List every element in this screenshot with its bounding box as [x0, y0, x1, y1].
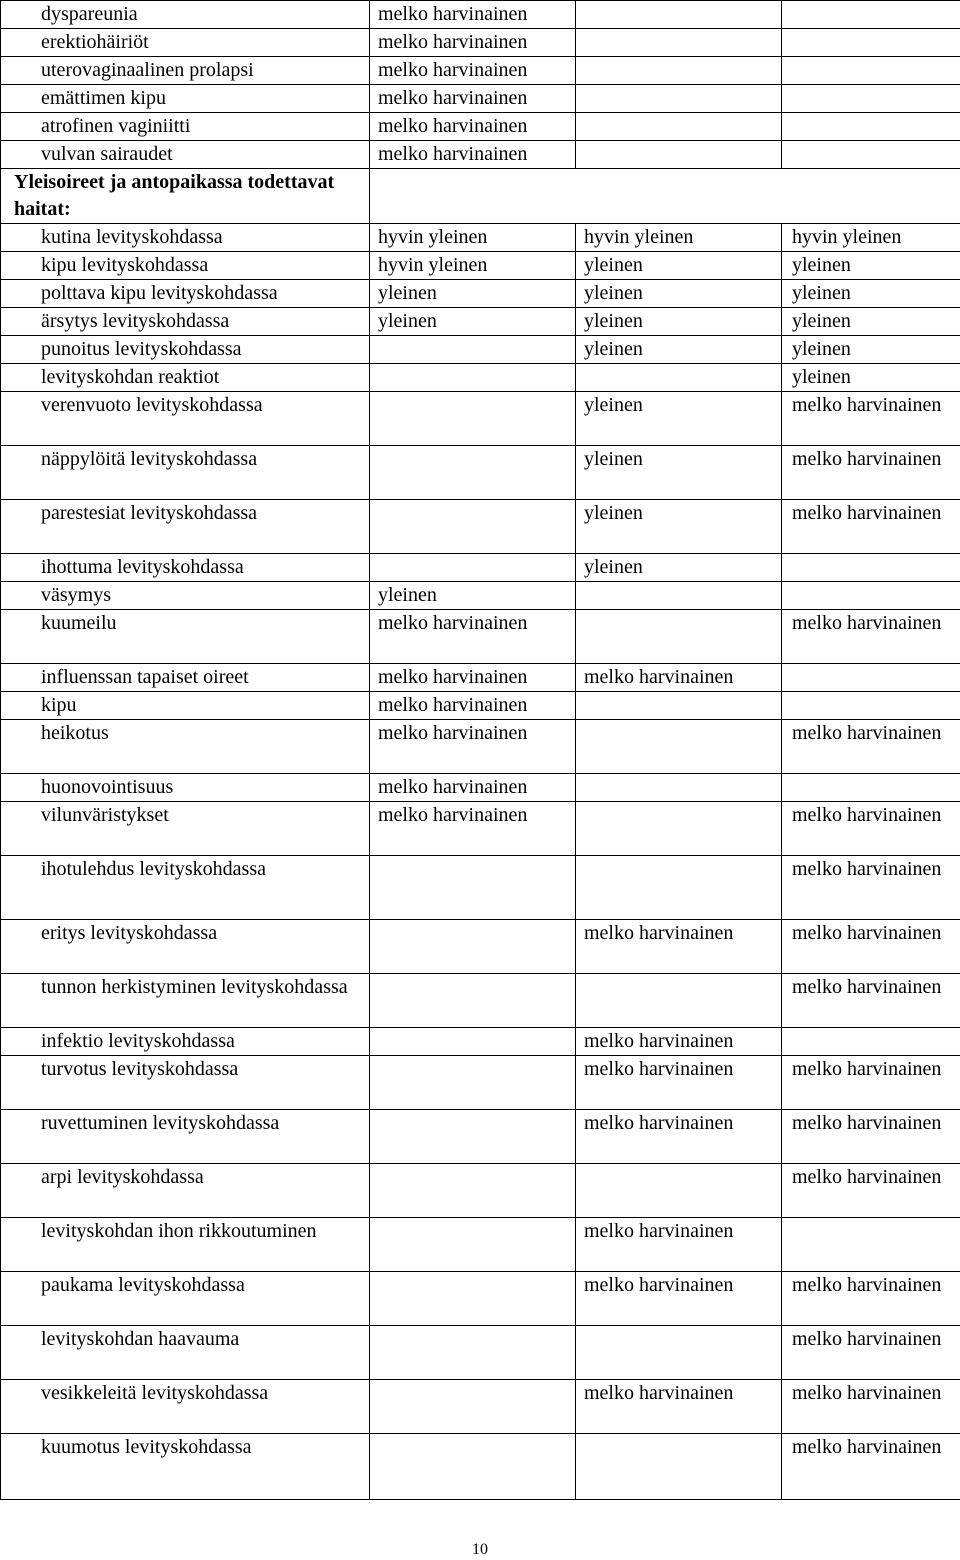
effect-name-cell: verenvuoto levityskohdassa	[1, 392, 370, 446]
frequency-cell: yleinen	[576, 392, 782, 446]
frequency-cell: melko harvinainen	[782, 1380, 960, 1434]
frequency-cell	[782, 582, 960, 610]
frequency-cell	[370, 974, 576, 1028]
frequency-cell: melko harvinainen	[782, 392, 960, 446]
frequency-cell	[370, 1380, 576, 1434]
table-row	[1, 664, 960, 692]
frequency-cell: melko harvinainen	[576, 1272, 782, 1326]
frequency-cell	[576, 85, 782, 113]
frequency-cell: yleinen	[576, 446, 782, 500]
effect-name-cell: dyspareunia	[1, 1, 370, 29]
table-row	[1, 1110, 960, 1164]
table-row	[1, 169, 960, 224]
table-row	[1, 1056, 960, 1110]
table-row	[1, 446, 960, 500]
frequency-cell: hyvin yleinen	[370, 252, 576, 280]
effect-name-cell: paukama levityskohdassa	[1, 1272, 370, 1326]
frequency-cell	[576, 720, 782, 774]
frequency-cell: melko harvinainen	[370, 664, 576, 692]
frequency-cell: hyvin yleinen	[576, 224, 782, 252]
frequency-cell	[370, 1110, 576, 1164]
effect-name-cell: kuumotus levityskohdassa	[1, 1434, 370, 1500]
frequency-cell: melko harvinainen	[782, 1434, 960, 1500]
effect-name-cell: heikotus	[1, 720, 370, 774]
frequency-cell: melko harvinainen	[370, 802, 576, 856]
table-row	[1, 141, 960, 169]
frequency-cell	[576, 141, 782, 169]
frequency-cell: yleinen	[576, 500, 782, 554]
frequency-cell: melko harvinainen	[782, 974, 960, 1028]
frequency-cell: yleinen	[576, 280, 782, 308]
frequency-cell	[370, 1326, 576, 1380]
table-row	[1, 1272, 960, 1326]
frequency-cell: melko harvinainen	[370, 692, 576, 720]
frequency-cell: melko harvinainen	[782, 446, 960, 500]
effect-name-cell: atrofinen vaginiitti	[1, 113, 370, 141]
frequency-cell	[370, 856, 576, 920]
frequency-cell: hyvin yleinen	[370, 224, 576, 252]
table-row	[1, 720, 960, 774]
effect-name-cell: vesikkeleitä levityskohdassa	[1, 1380, 370, 1434]
table-row	[1, 224, 960, 252]
effect-name-cell: näppylöitä levityskohdassa	[1, 446, 370, 500]
frequency-cell	[370, 1164, 576, 1218]
effect-name-cell: huonovointisuus	[1, 774, 370, 802]
frequency-cell	[370, 1056, 576, 1110]
frequency-cell	[370, 336, 576, 364]
table-row	[1, 392, 960, 446]
frequency-cell	[782, 113, 960, 141]
effect-name-cell: väsymys	[1, 582, 370, 610]
frequency-cell	[576, 974, 782, 1028]
frequency-cell: yleinen	[782, 252, 960, 280]
frequency-cell: yleinen	[576, 554, 782, 582]
frequency-cell	[576, 29, 782, 57]
effect-name-cell: vulvan sairaudet	[1, 141, 370, 169]
effect-name-cell: erektiohäiriöt	[1, 29, 370, 57]
effect-name-cell: ruvettuminen levityskohdassa	[1, 1110, 370, 1164]
effect-name-cell: levityskohdan reaktiot	[1, 364, 370, 392]
table-row	[1, 1434, 960, 1500]
effect-name-cell: punoitus levityskohdassa	[1, 336, 370, 364]
frequency-cell	[782, 692, 960, 720]
effect-name-cell: arpi levityskohdassa	[1, 1164, 370, 1218]
table-row	[1, 280, 960, 308]
frequency-cell	[782, 85, 960, 113]
frequency-cell: melko harvinainen	[782, 1326, 960, 1380]
frequency-cell: yleinen	[370, 308, 576, 336]
frequency-cell: melko harvinainen	[576, 1380, 782, 1434]
table-row	[1, 113, 960, 141]
effect-name-cell: ihottuma levityskohdassa	[1, 554, 370, 582]
frequency-cell: yleinen	[576, 252, 782, 280]
frequency-cell: melko harvinainen	[370, 141, 576, 169]
frequency-cell: hyvin yleinen	[782, 224, 960, 252]
table-row	[1, 308, 960, 336]
frequency-cell: melko harvinainen	[370, 720, 576, 774]
frequency-cell: yleinen	[576, 336, 782, 364]
table-row	[1, 1218, 960, 1272]
frequency-cell: melko harvinainen	[576, 920, 782, 974]
effect-name-cell: levityskohdan haavauma	[1, 1326, 370, 1380]
table-cell-empty	[370, 169, 960, 224]
frequency-cell	[576, 57, 782, 85]
frequency-cell: yleinen	[370, 582, 576, 610]
table-row	[1, 1, 960, 29]
frequency-cell	[782, 57, 960, 85]
table-row	[1, 1164, 960, 1218]
frequency-cell	[782, 774, 960, 802]
frequency-cell: melko harvinainen	[370, 57, 576, 85]
frequency-cell: melko harvinainen	[782, 1056, 960, 1110]
table-row	[1, 29, 960, 57]
frequency-cell	[576, 364, 782, 392]
frequency-cell: melko harvinainen	[576, 1218, 782, 1272]
frequency-cell	[576, 692, 782, 720]
frequency-cell	[576, 1434, 782, 1500]
frequency-cell: melko harvinainen	[576, 664, 782, 692]
frequency-cell: yleinen	[782, 308, 960, 336]
frequency-cell	[782, 664, 960, 692]
frequency-cell	[576, 610, 782, 664]
frequency-cell	[576, 582, 782, 610]
frequency-cell: melko harvinainen	[370, 610, 576, 664]
frequency-cell: melko harvinainen	[782, 1110, 960, 1164]
frequency-cell	[370, 1028, 576, 1056]
frequency-cell: melko harvinainen	[370, 113, 576, 141]
table-row	[1, 336, 960, 364]
frequency-cell	[782, 1, 960, 29]
frequency-cell: melko harvinainen	[370, 774, 576, 802]
table-row	[1, 856, 960, 920]
effect-name-cell: tunnon herkistyminen levityskohdassa	[1, 974, 370, 1028]
frequency-cell	[576, 774, 782, 802]
frequency-cell	[370, 392, 576, 446]
page-number: 10	[472, 1541, 488, 1558]
table-row	[1, 802, 960, 856]
effect-name-cell: polttava kipu levityskohdassa	[1, 280, 370, 308]
frequency-cell: yleinen	[782, 364, 960, 392]
table-row	[1, 1326, 960, 1380]
effect-name-cell: influenssan tapaiset oireet	[1, 664, 370, 692]
table-row	[1, 500, 960, 554]
frequency-cell: melko harvinainen	[782, 856, 960, 920]
frequency-cell	[370, 920, 576, 974]
frequency-cell	[782, 554, 960, 582]
frequency-cell: melko harvinainen	[782, 802, 960, 856]
frequency-cell: melko harvinainen	[782, 500, 960, 554]
frequency-cell: melko harvinainen	[782, 610, 960, 664]
effect-name-cell: kuumeilu	[1, 610, 370, 664]
table-row	[1, 554, 960, 582]
table-row	[1, 1380, 960, 1434]
frequency-cell	[576, 856, 782, 920]
frequency-cell: melko harvinainen	[576, 1028, 782, 1056]
frequency-cell	[370, 1218, 576, 1272]
frequency-cell	[782, 141, 960, 169]
frequency-cell: yleinen	[370, 280, 576, 308]
frequency-cell	[370, 1434, 576, 1500]
frequency-cell	[576, 113, 782, 141]
table-row	[1, 57, 960, 85]
frequency-cell: melko harvinainen	[782, 1164, 960, 1218]
frequency-cell	[370, 500, 576, 554]
table-body	[1, 1, 960, 1500]
frequency-cell	[370, 554, 576, 582]
frequency-cell	[576, 1164, 782, 1218]
effect-name-cell: infektio levityskohdassa	[1, 1028, 370, 1056]
table-row	[1, 610, 960, 664]
table-row	[1, 774, 960, 802]
frequency-cell	[782, 1218, 960, 1272]
effect-name-cell: vilunväristykset	[1, 802, 370, 856]
table-row	[1, 582, 960, 610]
section-heading: Yleisoireet ja antopaikassa todettavat haitat:	[1, 169, 370, 224]
frequency-cell: melko harvinainen	[782, 920, 960, 974]
table-row	[1, 920, 960, 974]
effect-name-cell: kipu	[1, 692, 370, 720]
frequency-cell: yleinen	[782, 336, 960, 364]
table-row	[1, 974, 960, 1028]
frequency-cell	[576, 802, 782, 856]
frequency-cell: yleinen	[576, 308, 782, 336]
effect-name-cell: ärsytys levityskohdassa	[1, 308, 370, 336]
frequency-cell: melko harvinainen	[370, 85, 576, 113]
effect-name-cell: uterovaginaalinen prolapsi	[1, 57, 370, 85]
effect-name-cell: emättimen kipu	[1, 85, 370, 113]
frequency-cell	[370, 364, 576, 392]
frequency-cell: yleinen	[782, 280, 960, 308]
frequency-cell	[782, 29, 960, 57]
frequency-cell	[576, 1326, 782, 1380]
table-row	[1, 252, 960, 280]
frequency-cell: melko harvinainen	[576, 1056, 782, 1110]
table-row	[1, 364, 960, 392]
frequency-cell	[576, 1, 782, 29]
frequency-cell	[370, 446, 576, 500]
frequency-cell: melko harvinainen	[782, 720, 960, 774]
frequency-cell: melko harvinainen	[782, 1272, 960, 1326]
table-row	[1, 85, 960, 113]
frequency-cell: melko harvinainen	[370, 1, 576, 29]
effect-name-cell: eritys levityskohdassa	[1, 920, 370, 974]
effect-name-cell: turvotus levityskohdassa	[1, 1056, 370, 1110]
effect-name-cell: kipu levityskohdassa	[1, 252, 370, 280]
frequency-cell: melko harvinainen	[576, 1110, 782, 1164]
effect-name-cell: parestesiat levityskohdassa	[1, 500, 370, 554]
table-row	[1, 692, 960, 720]
table-row	[1, 1028, 960, 1056]
effect-name-cell: levityskohdan ihon rikkoutuminen	[1, 1218, 370, 1272]
frequency-cell	[370, 1272, 576, 1326]
effect-name-cell: ihotulehdus levityskohdassa	[1, 856, 370, 920]
frequency-cell: melko harvinainen	[370, 29, 576, 57]
frequency-cell	[782, 1028, 960, 1056]
effect-name-cell: kutina levityskohdassa	[1, 224, 370, 252]
